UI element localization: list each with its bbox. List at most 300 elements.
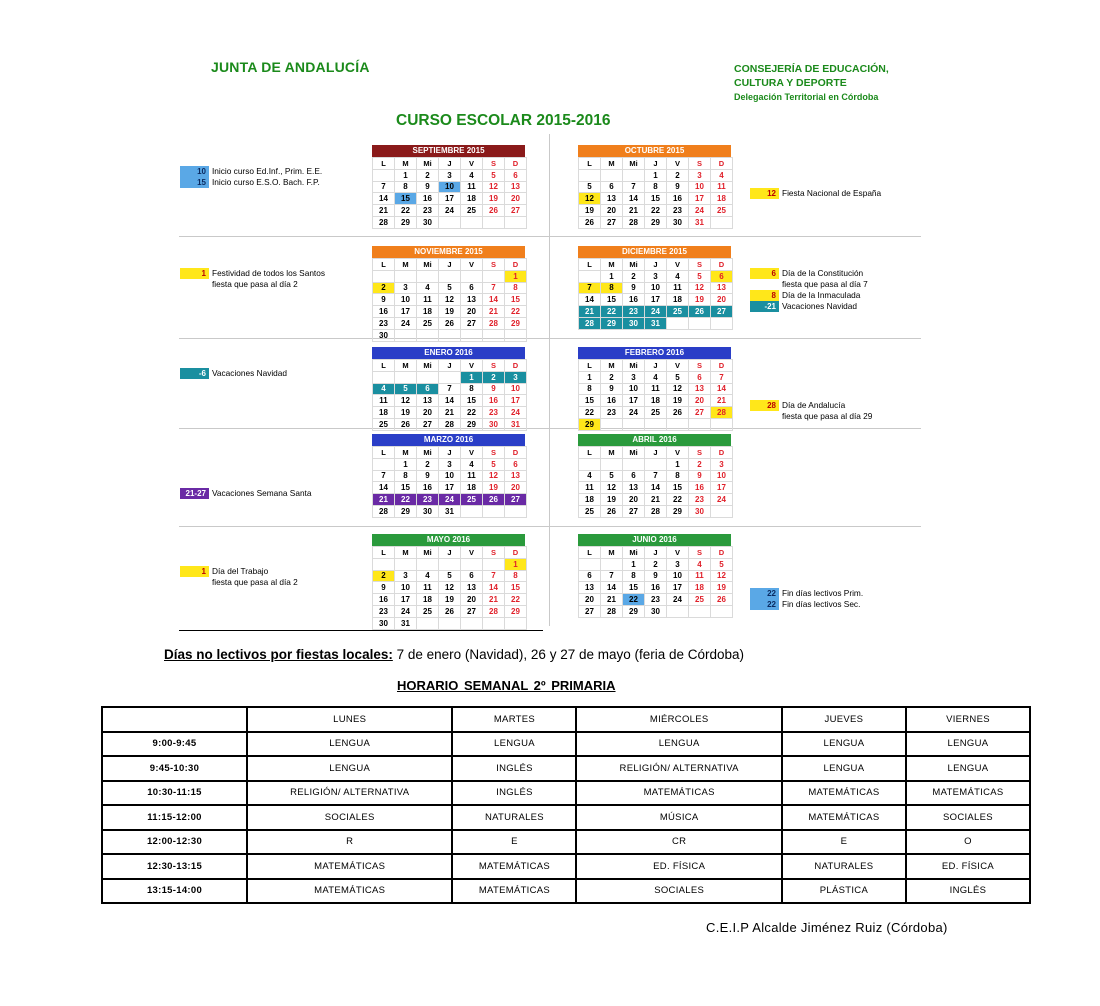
weekday-label: V bbox=[461, 547, 483, 559]
day-cell: 21 bbox=[645, 494, 667, 506]
subject-cell: MÚSICA bbox=[576, 805, 781, 830]
month-title: JUNIO 2016 bbox=[578, 534, 731, 546]
day-cell: 21 bbox=[601, 594, 623, 606]
day-cell: 10 bbox=[395, 294, 417, 306]
day-cell: 26 bbox=[579, 216, 601, 228]
weekday-label: M bbox=[395, 360, 417, 372]
day-cell: 28 bbox=[579, 317, 601, 329]
weekday-label: S bbox=[483, 158, 505, 170]
day-cell: 15 bbox=[623, 582, 645, 594]
schedule-header-row bbox=[102, 707, 1030, 732]
weekday-label: V bbox=[667, 259, 689, 271]
day-cell: 19 bbox=[483, 482, 505, 494]
subject-cell: LENGUA bbox=[782, 732, 906, 757]
day-cell: 23 bbox=[417, 494, 439, 506]
annotation-nov bbox=[180, 268, 325, 290]
consejeria-line-3: Delegación Territorial en Córdoba bbox=[734, 92, 879, 102]
day-cell: 21 bbox=[483, 594, 505, 606]
day-cell: 19 bbox=[689, 294, 711, 306]
day-cell: 28 bbox=[373, 505, 395, 517]
annotation-line bbox=[750, 290, 868, 301]
day-cell: 12 bbox=[689, 282, 711, 294]
subject-cell: PLÁSTICA bbox=[782, 879, 906, 904]
weekday-label: Mi bbox=[417, 158, 439, 170]
annotation-line: fiesta que pasa al día 2 bbox=[212, 279, 298, 289]
weekday-label: J bbox=[645, 447, 667, 459]
day-cell: 29 bbox=[395, 216, 417, 228]
subject-cell: LENGUA bbox=[906, 732, 1030, 757]
day-cell: 4 bbox=[645, 371, 667, 383]
day-cell: 11 bbox=[417, 294, 439, 306]
day-cell: 16 bbox=[417, 193, 439, 205]
day-cell: 6 bbox=[689, 371, 711, 383]
day-cell: 1 bbox=[645, 169, 667, 181]
month-title: SEPTIEMBRE 2015 bbox=[372, 145, 525, 157]
month-4 bbox=[578, 246, 733, 330]
subject-cell: INGLÉS bbox=[906, 879, 1030, 904]
day-header-cell: MIÉRCOLES bbox=[576, 707, 781, 732]
month-8 bbox=[578, 434, 733, 518]
subject-cell: SOCIALES bbox=[247, 805, 452, 830]
annotation-line bbox=[180, 177, 322, 188]
day-cell bbox=[711, 605, 733, 617]
day-cell: 21 bbox=[439, 407, 461, 419]
day-cell: 12 bbox=[667, 383, 689, 395]
day-cell bbox=[483, 505, 505, 517]
day-cell: 5 bbox=[483, 458, 505, 470]
day-cell: 25 bbox=[373, 418, 395, 430]
day-header-cell bbox=[102, 707, 247, 732]
day-cell: 4 bbox=[461, 458, 483, 470]
annotation-line bbox=[750, 599, 863, 610]
day-cell: 1 bbox=[395, 169, 417, 181]
day-cell: 11 bbox=[461, 470, 483, 482]
day-cell: 10 bbox=[439, 181, 461, 193]
day-header-cell: VIERNES bbox=[906, 707, 1030, 732]
subject-cell: MATEMÁTICAS bbox=[247, 879, 452, 904]
day-cell: 11 bbox=[417, 582, 439, 594]
day-cell: 9 bbox=[645, 570, 667, 582]
day-cell: 6 bbox=[461, 570, 483, 582]
weekday-label: J bbox=[439, 447, 461, 459]
day-cell bbox=[645, 418, 667, 430]
annotation-line bbox=[750, 588, 863, 599]
day-cell: 14 bbox=[579, 294, 601, 306]
day-cell: 31 bbox=[645, 317, 667, 329]
day-cell: 28 bbox=[483, 317, 505, 329]
day-cell: 13 bbox=[623, 482, 645, 494]
annotation-line bbox=[750, 268, 868, 279]
day-cell: 15 bbox=[601, 294, 623, 306]
day-cell: 27 bbox=[623, 505, 645, 517]
day-cell: 7 bbox=[483, 570, 505, 582]
day-cell: 16 bbox=[667, 193, 689, 205]
annotation-line: fiesta que pasa al día 29 bbox=[782, 411, 873, 421]
day-cell: 19 bbox=[395, 407, 417, 419]
day-cell bbox=[417, 329, 439, 341]
day-cell bbox=[601, 558, 623, 570]
time-slot-cell: 9:00-9:45 bbox=[102, 732, 247, 757]
day-cell: 2 bbox=[689, 458, 711, 470]
day-cell: 7 bbox=[373, 470, 395, 482]
day-cell: 24 bbox=[689, 205, 711, 217]
day-cell: 16 bbox=[645, 582, 667, 594]
day-cell: 16 bbox=[483, 395, 505, 407]
day-cell: 26 bbox=[711, 594, 733, 606]
day-cell: 29 bbox=[461, 418, 483, 430]
day-cell: 8 bbox=[645, 181, 667, 193]
day-cell: 10 bbox=[711, 470, 733, 482]
weekday-label: V bbox=[461, 158, 483, 170]
day-cell bbox=[395, 329, 417, 341]
local-holidays-text: 7 de enero (Navidad), 26 y 27 de mayo (feria de Córdoba) bbox=[392, 647, 745, 662]
day-cell: 27 bbox=[417, 418, 439, 430]
day-cell: 8 bbox=[667, 470, 689, 482]
weekday-label: M bbox=[395, 547, 417, 559]
annotation-line bbox=[180, 368, 287, 379]
day-cell: 20 bbox=[601, 205, 623, 217]
weekday-label: L bbox=[373, 158, 395, 170]
weekday-label: L bbox=[579, 447, 601, 459]
weekday-label: S bbox=[483, 547, 505, 559]
weekday-label: J bbox=[645, 259, 667, 271]
day-cell bbox=[579, 169, 601, 181]
day-cell: 22 bbox=[601, 306, 623, 318]
month-3 bbox=[372, 246, 527, 342]
day-cell: 4 bbox=[579, 470, 601, 482]
annotation-may bbox=[180, 566, 298, 588]
day-cell bbox=[579, 458, 601, 470]
annotation-line bbox=[750, 301, 868, 312]
day-cell: 14 bbox=[483, 582, 505, 594]
subject-cell: LENGUA bbox=[452, 732, 576, 757]
day-cell: 25 bbox=[461, 205, 483, 217]
day-cell bbox=[601, 458, 623, 470]
weekday-label: M bbox=[395, 447, 417, 459]
annotation-text: Inicio curso E.S.O. Bach. F.P. bbox=[212, 177, 320, 187]
day-cell: 16 bbox=[601, 395, 623, 407]
day-cell: 5 bbox=[395, 383, 417, 395]
subject-cell: R bbox=[247, 830, 452, 855]
day-cell: 29 bbox=[579, 418, 601, 430]
day-cell: 10 bbox=[689, 181, 711, 193]
day-cell: 17 bbox=[623, 395, 645, 407]
weekday-label: Mi bbox=[417, 447, 439, 459]
day-cell: 24 bbox=[439, 494, 461, 506]
annotation-ene bbox=[180, 368, 287, 379]
day-cell: 22 bbox=[579, 407, 601, 419]
day-cell: 30 bbox=[417, 216, 439, 228]
day-cell: 13 bbox=[505, 181, 527, 193]
day-cell: 11 bbox=[645, 383, 667, 395]
subject-cell: MATEMÁTICAS bbox=[452, 854, 576, 879]
day-cell: 28 bbox=[601, 605, 623, 617]
weekday-label: J bbox=[439, 158, 461, 170]
day-cell: 30 bbox=[667, 216, 689, 228]
day-cell: 9 bbox=[601, 383, 623, 395]
day-cell: 24 bbox=[645, 306, 667, 318]
schedule-row bbox=[102, 732, 1030, 757]
day-cell: 29 bbox=[505, 605, 527, 617]
day-cell: 20 bbox=[461, 306, 483, 318]
day-cell: 9 bbox=[417, 181, 439, 193]
subject-cell: NATURALES bbox=[452, 805, 576, 830]
day-cell bbox=[461, 216, 483, 228]
day-cell: 20 bbox=[689, 395, 711, 407]
day-cell: 15 bbox=[395, 193, 417, 205]
weekday-label: M bbox=[601, 547, 623, 559]
day-cell bbox=[483, 216, 505, 228]
day-cell bbox=[395, 270, 417, 282]
weekday-label: D bbox=[711, 447, 733, 459]
day-cell: 29 bbox=[505, 317, 527, 329]
schedule-title: HORARIO SEMANAL 2º PRIMARIA bbox=[397, 678, 616, 693]
day-cell bbox=[711, 216, 733, 228]
day-cell: 13 bbox=[579, 582, 601, 594]
weekly-schedule-table bbox=[101, 706, 1031, 904]
annotation-text: Vacaciones Navidad bbox=[782, 301, 858, 311]
weekday-label: S bbox=[689, 447, 711, 459]
weekday-label: Mi bbox=[623, 547, 645, 559]
annotation-tag: 22 bbox=[750, 599, 779, 610]
weekday-label: J bbox=[439, 547, 461, 559]
time-slot-cell: 12:30-13:15 bbox=[102, 854, 247, 879]
weekday-label: M bbox=[601, 447, 623, 459]
day-cell: 9 bbox=[667, 181, 689, 193]
schedule-row bbox=[102, 756, 1030, 781]
weekday-label: L bbox=[579, 158, 601, 170]
annotation-tag: -6 bbox=[180, 368, 209, 379]
weekday-label: S bbox=[483, 259, 505, 271]
annotation-text: Vacaciones Semana Santa bbox=[212, 488, 312, 498]
time-slot-cell: 12:00-12:30 bbox=[102, 830, 247, 855]
subject-cell: MATEMÁTICAS bbox=[452, 879, 576, 904]
day-cell: 11 bbox=[373, 395, 395, 407]
day-cell: 14 bbox=[601, 582, 623, 594]
day-cell: 14 bbox=[711, 383, 733, 395]
day-cell bbox=[417, 558, 439, 570]
day-cell: 5 bbox=[439, 570, 461, 582]
day-cell: 22 bbox=[505, 306, 527, 318]
day-cell: 28 bbox=[645, 505, 667, 517]
day-cell: 18 bbox=[579, 494, 601, 506]
weekday-label: L bbox=[579, 547, 601, 559]
day-cell: 3 bbox=[667, 558, 689, 570]
day-cell: 23 bbox=[483, 407, 505, 419]
day-cell: 12 bbox=[483, 470, 505, 482]
subject-cell: LENGUA bbox=[247, 756, 452, 781]
subject-cell: MATEMÁTICAS bbox=[247, 854, 452, 879]
day-cell: 29 bbox=[667, 505, 689, 517]
annotation-tag: 28 bbox=[750, 400, 779, 411]
day-cell bbox=[689, 317, 711, 329]
subject-cell: INGLÉS bbox=[452, 781, 576, 806]
day-cell: 21 bbox=[711, 395, 733, 407]
weekday-label: V bbox=[667, 158, 689, 170]
weekday-label: Mi bbox=[623, 259, 645, 271]
day-cell: 7 bbox=[579, 282, 601, 294]
day-cell: 24 bbox=[711, 494, 733, 506]
day-cell bbox=[373, 558, 395, 570]
day-cell bbox=[601, 169, 623, 181]
day-cell: 24 bbox=[667, 594, 689, 606]
day-cell bbox=[439, 270, 461, 282]
day-cell: 27 bbox=[689, 407, 711, 419]
day-cell: 18 bbox=[711, 193, 733, 205]
day-cell: 25 bbox=[417, 605, 439, 617]
annotation-tag: -21 bbox=[750, 301, 779, 312]
weekday-label: L bbox=[579, 259, 601, 271]
day-cell: 6 bbox=[623, 470, 645, 482]
weekday-label: D bbox=[711, 259, 733, 271]
day-cell: 10 bbox=[667, 570, 689, 582]
weekday-label: J bbox=[645, 547, 667, 559]
day-cell bbox=[667, 418, 689, 430]
schedule-row bbox=[102, 781, 1030, 806]
weekday-label: J bbox=[645, 158, 667, 170]
day-cell: 13 bbox=[417, 395, 439, 407]
day-cell: 6 bbox=[579, 570, 601, 582]
day-cell: 8 bbox=[505, 570, 527, 582]
subject-cell: LENGUA bbox=[906, 756, 1030, 781]
day-cell: 18 bbox=[461, 482, 483, 494]
consejeria-line-1: CONSEJERÍA DE EDUCACIÓN, bbox=[734, 63, 889, 75]
weekday-label: S bbox=[689, 259, 711, 271]
annotation-line bbox=[750, 188, 881, 199]
day-cell bbox=[373, 270, 395, 282]
annotation-text: Fin días lectivos Sec. bbox=[782, 599, 861, 609]
day-cell: 28 bbox=[623, 216, 645, 228]
day-cell: 26 bbox=[439, 605, 461, 617]
day-cell: 14 bbox=[439, 395, 461, 407]
subject-cell: ED. FÍSICA bbox=[906, 854, 1030, 879]
weekday-label: M bbox=[395, 158, 417, 170]
month-title: DICIEMBRE 2015 bbox=[578, 246, 731, 258]
annotation-tag: 22 bbox=[750, 588, 779, 599]
day-cell: 26 bbox=[667, 407, 689, 419]
time-slot-cell: 9:45-10:30 bbox=[102, 756, 247, 781]
day-cell: 23 bbox=[645, 594, 667, 606]
day-cell: 27 bbox=[505, 494, 527, 506]
day-cell: 3 bbox=[711, 458, 733, 470]
day-cell: 10 bbox=[395, 582, 417, 594]
day-cell: 16 bbox=[373, 594, 395, 606]
weekday-label: V bbox=[667, 447, 689, 459]
day-cell: 19 bbox=[439, 594, 461, 606]
month-6 bbox=[578, 347, 733, 431]
day-cell: 11 bbox=[667, 282, 689, 294]
day-cell: 12 bbox=[439, 294, 461, 306]
day-cell: 20 bbox=[417, 407, 439, 419]
day-cell: 16 bbox=[623, 294, 645, 306]
weekday-label: L bbox=[373, 360, 395, 372]
day-cell bbox=[711, 418, 733, 430]
day-cell: 1 bbox=[461, 371, 483, 383]
weekday-label: Mi bbox=[417, 259, 439, 271]
day-cell: 17 bbox=[439, 193, 461, 205]
weekday-label: L bbox=[373, 547, 395, 559]
subject-cell: E bbox=[452, 830, 576, 855]
annotation-tag: 1 bbox=[180, 566, 209, 577]
weekday-label: Mi bbox=[623, 447, 645, 459]
schedule-row bbox=[102, 879, 1030, 904]
day-cell: 11 bbox=[711, 181, 733, 193]
subject-cell: SOCIALES bbox=[906, 805, 1030, 830]
day-cell bbox=[439, 558, 461, 570]
day-cell: 16 bbox=[689, 482, 711, 494]
weekday-label: D bbox=[711, 360, 733, 372]
day-cell: 30 bbox=[689, 505, 711, 517]
day-cell: 27 bbox=[711, 306, 733, 318]
subject-cell: SOCIALES bbox=[576, 879, 781, 904]
consejeria-line-2: CULTURA Y DEPORTE bbox=[734, 77, 847, 89]
day-cell: 1 bbox=[667, 458, 689, 470]
day-cell: 15 bbox=[667, 482, 689, 494]
day-cell: 14 bbox=[373, 193, 395, 205]
day-cell: 19 bbox=[601, 494, 623, 506]
consejeria-header bbox=[734, 62, 889, 104]
annotation-tag: 8 bbox=[750, 290, 779, 301]
weekday-label: D bbox=[505, 259, 527, 271]
day-cell: 9 bbox=[373, 294, 395, 306]
weekday-label: S bbox=[689, 360, 711, 372]
day-cell: 30 bbox=[373, 329, 395, 341]
day-cell: 18 bbox=[417, 306, 439, 318]
day-cell: 6 bbox=[505, 169, 527, 181]
day-cell: 26 bbox=[601, 505, 623, 517]
day-cell: 30 bbox=[417, 505, 439, 517]
day-cell: 13 bbox=[601, 193, 623, 205]
day-cell: 6 bbox=[505, 458, 527, 470]
day-cell bbox=[505, 617, 527, 629]
annotation-text: Día de la Inmaculada bbox=[782, 290, 861, 300]
day-cell: 8 bbox=[461, 383, 483, 395]
weekday-label: L bbox=[579, 360, 601, 372]
day-cell: 12 bbox=[579, 193, 601, 205]
day-cell: 1 bbox=[505, 270, 527, 282]
day-cell: 7 bbox=[601, 570, 623, 582]
day-cell: 23 bbox=[689, 494, 711, 506]
weekday-label: L bbox=[373, 447, 395, 459]
day-cell: 19 bbox=[579, 205, 601, 217]
day-cell: 9 bbox=[689, 470, 711, 482]
day-cell: 9 bbox=[623, 282, 645, 294]
day-cell: 20 bbox=[505, 482, 527, 494]
month-title: FEBRERO 2016 bbox=[578, 347, 731, 359]
calendar-row-divider bbox=[179, 428, 921, 429]
day-cell: 5 bbox=[483, 169, 505, 181]
day-cell bbox=[483, 558, 505, 570]
weekday-label: J bbox=[645, 360, 667, 372]
time-slot-cell: 10:30-11:15 bbox=[102, 781, 247, 806]
weekday-label: V bbox=[461, 259, 483, 271]
annotation-tag: 15 bbox=[180, 177, 209, 188]
day-cell bbox=[579, 558, 601, 570]
subject-cell: RELIGIÓN/ ALTERNATIVA bbox=[576, 756, 781, 781]
day-cell: 9 bbox=[483, 383, 505, 395]
annotation-tag: 10 bbox=[180, 166, 209, 177]
day-cell: 19 bbox=[439, 306, 461, 318]
day-header-cell: MARTES bbox=[452, 707, 576, 732]
day-cell: 25 bbox=[711, 205, 733, 217]
weekday-label: S bbox=[483, 447, 505, 459]
day-cell: 2 bbox=[417, 458, 439, 470]
day-cell: 20 bbox=[623, 494, 645, 506]
subject-cell: MATEMÁTICAS bbox=[782, 805, 906, 830]
day-cell: 5 bbox=[601, 470, 623, 482]
weekday-label: V bbox=[461, 360, 483, 372]
day-cell: 15 bbox=[461, 395, 483, 407]
